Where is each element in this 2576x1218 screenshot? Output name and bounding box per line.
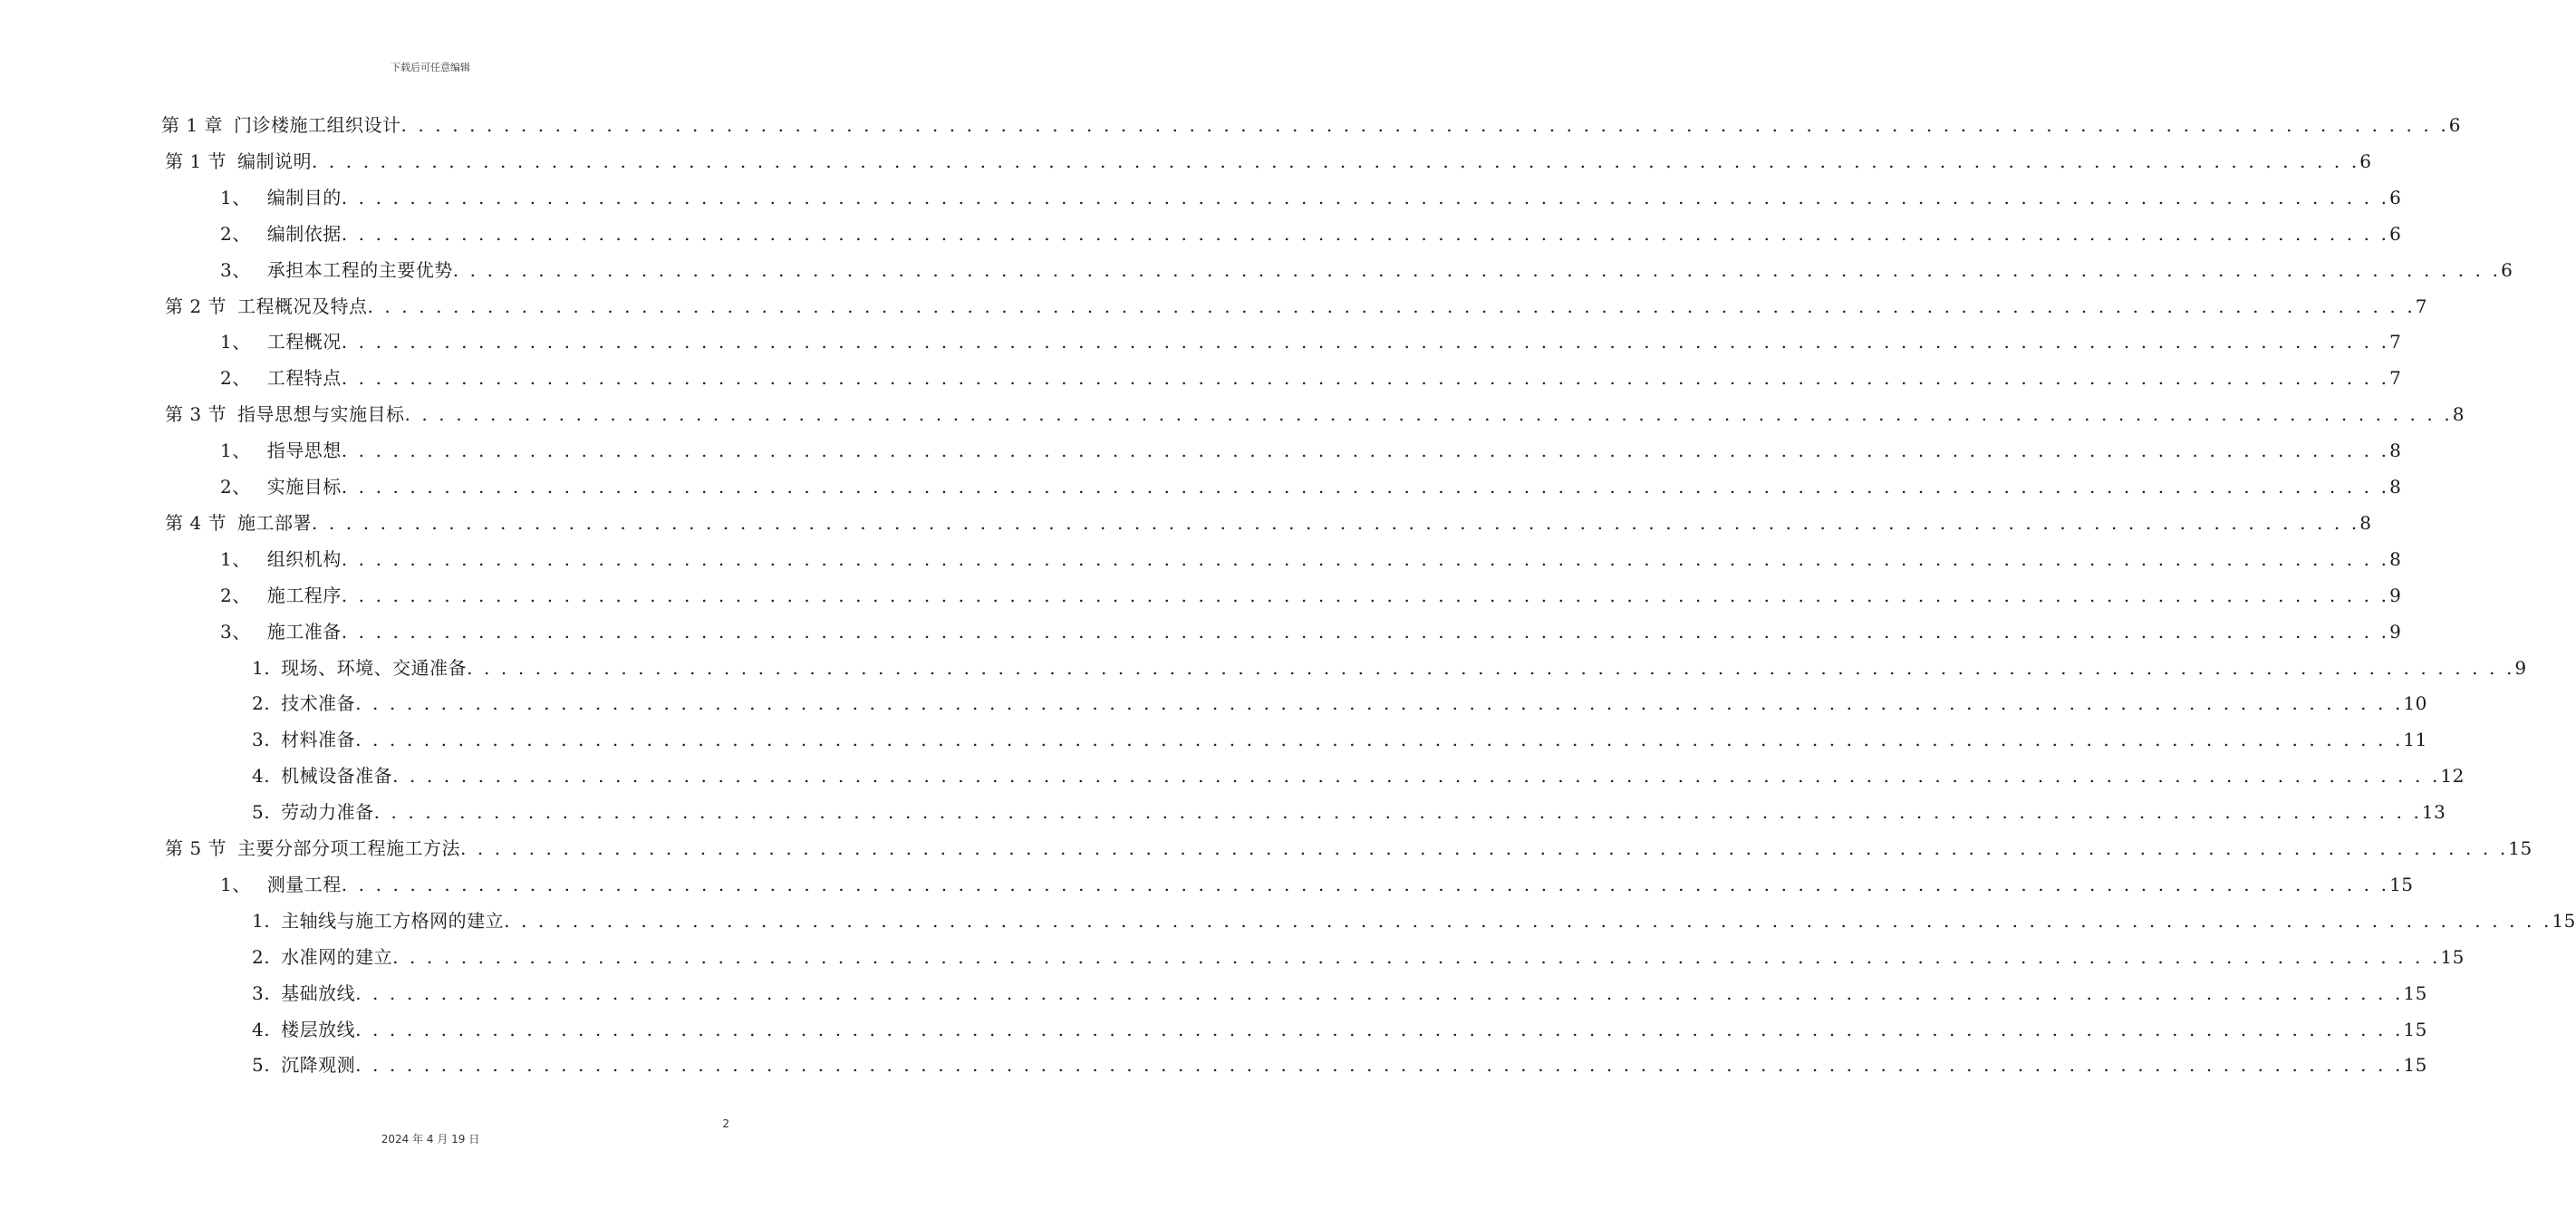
toc-entry-title: 编制目的 bbox=[266, 186, 342, 208]
toc-entry-title: 施工程序 bbox=[266, 584, 342, 606]
toc-entry-page: 15 bbox=[2403, 1018, 2427, 1040]
toc-entry[interactable] bbox=[165, 396, 2465, 432]
toc-leader-dots: . . . . . . . . . . . . . . . . . . . . . . . . . . . . . . . . . . . . . . . . . . . . . . . . . . . . . . . . . . . . . . . . . . . . . . . . . . . . . . . . . . . . . . . . . . . . . . . . . . . . . . . . . . . . . . . . . . . . . . . . bbox=[452, 258, 2502, 281]
toc-entry-page: 9 bbox=[2389, 584, 2402, 606]
toc-entry-number: 3、 bbox=[220, 258, 251, 281]
toc-entry-page: 15 bbox=[2403, 981, 2427, 1004]
toc-entry-page: 11 bbox=[2403, 729, 2427, 751]
toc-entry-title: 劳动力准备 bbox=[281, 801, 374, 824]
toc-entry[interactable] bbox=[220, 432, 2402, 469]
toc-entry[interactable] bbox=[220, 360, 2402, 396]
toc-entry-page: 15 bbox=[2440, 945, 2465, 968]
toc-leader-dots: . . . . . . . . . . . . . . . . . . . . . . . . . . . . . . . . . . . . . . . . . . . . . . . . . . . . . . . . . . . . . . . . . . . . . . . . . . . . . . . . . . . . . . . . . . . . . . . . . . . . . . . . . . . . . . . . . . . . . . . . bbox=[311, 511, 2360, 534]
toc-leader-dots: . . . . . . . . . . . . . . . . . . . . . . . . . . . . . . . . . . . . . . . . . . . . . . . . . . . . . . . . . . . . . . . . . . . . . . . . . . . . . . . . . . . . . . . . . . . . . . . . . . . . . . . . . . . . . . . . . . . . . . . . bbox=[392, 945, 2441, 968]
toc-entry[interactable] bbox=[220, 866, 2414, 903]
toc-entry-title: 水准网的建立 bbox=[281, 945, 393, 968]
toc-entry-number: 2. bbox=[252, 692, 271, 715]
toc-leader-dots: . . . . . . . . . . . . . . . . . . . . . . . . . . . . . . . . . . . . . . . . . . . . . . . . . . . . . . . . . . . . . . . . . . . . . . . . . . . . . . . . . . . . . . . . . . . . . . . . . . . . . . . . . . . . . . . . . . . . . . . . bbox=[373, 801, 2422, 824]
toc-leader-dots: . . . . . . . . . . . . . . . . . . . . . . . . . . . . . . . . . . . . . . . . . . . . . . . . . . . . . . . . . . . . . . . . . . . . . . . . . . . . . . . . . . . . . . . . . . . . . . . . . . . . . . . . . . . . . . . . . . . . . . . . bbox=[467, 656, 2515, 679]
toc-entry-title: 楼层放线 bbox=[281, 1018, 356, 1040]
toc-entry[interactable] bbox=[165, 143, 2372, 179]
toc-entry-number: 3. bbox=[252, 729, 271, 751]
toc-entry-page: 10 bbox=[2403, 692, 2427, 715]
toc-entry-page: 8 bbox=[2359, 511, 2372, 534]
toc-entry-number: 4. bbox=[252, 765, 271, 788]
toc-entry-title: 组织机构 bbox=[266, 547, 342, 570]
toc-leader-dots: . . . . . . . . . . . . . . . . . . . . . . . . . . . . . . . . . . . . . . . . . . . . . . . . . . . . . . . . . . . . . . . . . . . . . . . . . . . . . . . . . . . . . . . . . . . . . . . . . . . . . . . . . . . . . . . . . . . . . . . . bbox=[355, 1018, 2404, 1040]
toc-leader-dots: . . . . . . . . . . . . . . . . . . . . . . . . . . . . . . . . . . . . . . . . . . . . . . . . . . . . . . . . . . . . . . . . . . . . . . . . . . . . . . . . . . . . . . . . . . . . . . . . . . . . . . . . . . . . . . . . . . . . . . . . bbox=[341, 186, 2390, 208]
toc-entry-page: 6 bbox=[2389, 222, 2402, 245]
toc-entry-number: 第 1 章 bbox=[161, 114, 223, 136]
toc-entry-page: 7 bbox=[2389, 367, 2402, 390]
toc-leader-dots: . . . . . . . . . . . . . . . . . . . . . . . . . . . . . . . . . . . . . . . . . . . . . . . . . . . . . . . . . . . . . . . . . . . . . . . . . . . . . . . . . . . . . . . . . . . . . . . . . . . . . . . . . . . . . . . . . . . . . . . . bbox=[341, 476, 2390, 498]
toc-entry-title: 编制依据 bbox=[266, 222, 342, 245]
toc-entry[interactable] bbox=[220, 179, 2402, 216]
toc-entry-title: 实施目标 bbox=[266, 476, 342, 498]
toc-entry-page: 15 bbox=[2403, 1054, 2427, 1077]
toc-entry-page: 13 bbox=[2421, 801, 2446, 824]
toc-entry-title: 基础放线 bbox=[281, 981, 356, 1004]
toc-entry-number: 第 5 节 bbox=[165, 837, 227, 859]
toc-leader-dots: . . . . . . . . . . . . . . . . . . . . . . . . . . . . . . . . . . . . . . . . . . . . . . . . . . . . . . . . . . . . . . . . . . . . . . . . . . . . . . . . . . . . . . . . . . . . . . . . . . . . . . . . . . . . . . . . . . . . . . . . bbox=[341, 440, 2390, 462]
toc-entry[interactable] bbox=[252, 721, 2427, 758]
toc-entry-title: 施工准备 bbox=[266, 620, 342, 643]
toc-entry[interactable] bbox=[165, 288, 2428, 324]
toc-entry-title: 主要分部分项工程施工方法 bbox=[236, 837, 460, 859]
toc-entry-number: 1. bbox=[252, 909, 271, 932]
toc-entry-number: 2、 bbox=[220, 367, 251, 390]
toc-entry-page: 7 bbox=[2415, 295, 2428, 317]
toc-entry-page: 6 bbox=[2501, 258, 2513, 281]
toc-entry-number: 1、 bbox=[220, 331, 251, 353]
toc-entry-number: 第 2 节 bbox=[165, 295, 227, 317]
toc-entry-title: 门诊楼施工组织设计 bbox=[233, 114, 401, 136]
toc-entry-title: 指导思想与实施目标 bbox=[236, 403, 405, 426]
toc-entry[interactable] bbox=[252, 758, 2465, 794]
toc-entry[interactable] bbox=[165, 830, 2533, 866]
toc-leader-dots: . . . . . . . . . . . . . . . . . . . . . . . . . . . . . . . . . . . . . . . . . . . . . . . . . . . . . . . . . . . . . . . . . . . . . . . . . . . . . . . . . . . . . . . . . . . . . . . . . . . . . . . . . . . . . . . . . . . . . . . . bbox=[341, 620, 2390, 643]
toc-entry-number: 1、 bbox=[220, 186, 251, 208]
toc-entry-title: 编制说明 bbox=[236, 150, 312, 172]
toc-entry-page: 15 bbox=[2508, 837, 2533, 859]
toc-leader-dots: . . . . . . . . . . . . . . . . . . . . . . . . . . . . . . . . . . . . . . . . . . . . . . . . . . . . . . . . . . . . . . . . . . . . . . . . . . . . . . . . . . . . . . . . . . . . . . . . . . . . . . . . . . . . . . . . . . . . . . . . bbox=[355, 981, 2404, 1004]
toc-entry[interactable] bbox=[220, 252, 2513, 288]
toc-entry-number: 1、 bbox=[220, 873, 251, 895]
toc-entry-number: 4. bbox=[252, 1018, 271, 1040]
toc-entry-number: 1. bbox=[252, 656, 271, 679]
toc-entry-number: 第 3 节 bbox=[165, 403, 227, 426]
toc-entry-number: 5. bbox=[252, 1054, 271, 1077]
toc-entry[interactable] bbox=[252, 975, 2427, 1011]
toc-entry-number: 3. bbox=[252, 981, 271, 1004]
toc-entry[interactable] bbox=[252, 685, 2427, 721]
toc-entry[interactable] bbox=[220, 216, 2402, 252]
toc-leader-dots: . . . . . . . . . . . . . . . . . . . . . . . . . . . . . . . . . . . . . . . . . . . . . . . . . . . . . . . . . . . . . . . . . . . . . . . . . . . . . . . . . . . . . . . . . . . . . . . . . . . . . . . . . . . . . . . . . . . . . . . . bbox=[459, 837, 2509, 859]
toc-entry-page: 9 bbox=[2514, 656, 2527, 679]
toc-entry-page: 8 bbox=[2389, 476, 2402, 498]
toc-entry[interactable] bbox=[220, 577, 2402, 614]
toc-entry-page: 15 bbox=[2389, 873, 2414, 895]
toc-entry-page: 15 bbox=[2552, 909, 2576, 932]
toc-leader-dots: . . . . . . . . . . . . . . . . . . . . . . . . . . . . . . . . . . . . . . . . . . . . . . . . . . . . . . . . . . . . . . . . . . . . . . . . . . . . . . . . . . . . . . . . . . . . . . . . . . . . . . . . . . . . . . . . . . . . . . . . bbox=[311, 150, 2360, 172]
toc-entry-title: 技术准备 bbox=[281, 692, 356, 715]
toc-entry-title: 工程概况及特点 bbox=[236, 295, 368, 317]
toc-entry[interactable] bbox=[252, 903, 2576, 939]
toc-entry-page: 7 bbox=[2389, 331, 2402, 353]
toc-entry-number: 1、 bbox=[220, 547, 251, 570]
toc-entry-page: 6 bbox=[2448, 114, 2462, 136]
toc-entry-number: 3、 bbox=[220, 620, 251, 643]
toc-leader-dots: . . . . . . . . . . . . . . . . . . . . . . . . . . . . . . . . . . . . . . . . . . . . . . . . . . . . . . . . . . . . . . . . . . . . . . . . . . . . . . . . . . . . . . . . . . . . . . . . . . . . . . . . . . . . . . . . . . . . . . . . bbox=[341, 547, 2390, 570]
toc-entry-number: 2. bbox=[252, 945, 271, 968]
toc-entry-number: 5. bbox=[252, 801, 271, 824]
toc-leader-dots: . . . . . . . . . . . . . . . . . . . . . . . . . . . . . . . . . . . . . . . . . . . . . . . . . . . . . . . . . . . . . . . . . . . . . . . . . . . . . . . . . . . . . . . . . . . . . . . . . . . . . . . . . . . . . . . . . . . . . . . . bbox=[355, 692, 2404, 715]
toc-leader-dots: . . . . . . . . . . . . . . . . . . . . . . . . . . . . . . . . . . . . . . . . . . . . . . . . . . . . . . . . . . . . . . . . . . . . . . . . . . . . . . . . . . . . . . . . . . . . . . . . . . . . . . . . . . . . . . . . . . . . . . . . bbox=[341, 222, 2390, 245]
toc-entry[interactable] bbox=[252, 1011, 2427, 1048]
page-number: 2 bbox=[722, 1117, 729, 1130]
toc-entry[interactable] bbox=[220, 324, 2402, 360]
toc-leader-dots: . . . . . . . . . . . . . . . . . . . . . . . . . . . . . . . . . . . . . . . . . . . . . . . . . . . . . . . . . . . . . . . . . . . . . . . . . . . . . . . . . . . . . . . . . . . . . . . . . . . . . . . . . . . . . . . . . . . . . . . . bbox=[392, 765, 2441, 788]
toc-entry-title: 测量工程 bbox=[266, 873, 342, 895]
toc-entry-number: 2、 bbox=[220, 584, 251, 606]
header-note: 下载后可任意编辑 bbox=[391, 62, 470, 73]
toc-leader-dots: . . . . . . . . . . . . . . . . . . . . . . . . . . . . . . . . . . . . . . . . . . . . . . . . . . . . . . . . . . . . . . . . . . . . . . . . . . . . . . . . . . . . . . . . . . . . . . . . . . . . . . . . . . . . . . . . . . . . . . . . bbox=[341, 331, 2390, 353]
toc-entry[interactable] bbox=[252, 939, 2465, 975]
toc-leader-dots: . . . . . . . . . . . . . . . . . . . . . . . . . . . . . . . . . . . . . . . . . . . . . . . . . . . . . . . . . . . . . . . . . . . . . . . . . . . . . . . . . . . . . . . . . . . . . . . . . . . . . . . . . . . . . . . . . . . . . . . . bbox=[355, 729, 2404, 751]
footer-date: 2024 年 4 月 19 日 bbox=[381, 1133, 480, 1146]
toc-entry[interactable] bbox=[165, 505, 2372, 541]
toc-entry-title: 材料准备 bbox=[281, 729, 356, 751]
toc-entry[interactable] bbox=[252, 1047, 2427, 1083]
toc-entry-title: 沉降观测 bbox=[281, 1054, 356, 1077]
toc-entry-title: 工程概况 bbox=[266, 331, 342, 353]
toc-leader-dots: . . . . . . . . . . . . . . . . . . . . . . . . . . . . . . . . . . . . . . . . . . . . . . . . . . . . . . . . . . . . . . . . . . . . . . . . . . . . . . . . . . . . . . . . . . . . . . . . . . . . . . . . . . . . . . . . . . . . . . . . bbox=[404, 403, 2453, 426]
toc-entry[interactable] bbox=[161, 107, 2462, 143]
toc-entry-number: 第 4 节 bbox=[165, 511, 227, 534]
toc-entry-number: 1、 bbox=[220, 440, 251, 462]
toc-entry[interactable] bbox=[220, 541, 2402, 577]
toc-entry-page: 12 bbox=[2440, 765, 2465, 788]
toc-entry-number: 第 1 节 bbox=[165, 150, 227, 172]
toc-entry-title: 现场、环境、交通准备 bbox=[281, 656, 468, 679]
toc-entry-page: 6 bbox=[2389, 186, 2402, 208]
toc-entry-title: 机械设备准备 bbox=[281, 765, 393, 788]
toc-entry-page: 6 bbox=[2359, 150, 2372, 172]
toc-entry-title: 施工部署 bbox=[236, 511, 312, 534]
toc-entry-page: 8 bbox=[2389, 440, 2402, 462]
toc-entry-number: 2、 bbox=[220, 476, 251, 498]
toc-leader-dots: . . . . . . . . . . . . . . . . . . . . . . . . . . . . . . . . . . . . . . . . . . . . . . . . . . . . . . . . . . . . . . . . . . . . . . . . . . . . . . . . . . . . . . . . . . . . . . . . . . . . . . . . . . . . . . . . . . . . . . . . bbox=[341, 584, 2390, 606]
toc-entry[interactable] bbox=[220, 469, 2402, 505]
toc-entry-title: 工程特点 bbox=[266, 367, 342, 390]
toc-leader-dots: . . . . . . . . . . . . . . . . . . . . . . . . . . . . . . . . . . . . . . . . . . . . . . . . . . . . . . . . . . . . . . . . . . . . . . . . . . . . . . . . . . . . . . . . . . . . . . . . . . . . . . . . . . . . . . . . . . . . . . . . bbox=[341, 873, 2390, 895]
toc-leader-dots: . . . . . . . . . . . . . . . . . . . . . . . . . . . . . . . . . . . . . . . . . . . . . . . . . . . . . . . . . . . . . . . . . . . . . . . . . . . . . . . . . . . . . . . . . . . . . . . . . . . . . . . . . . . . . . . . . . . . . . . . bbox=[367, 295, 2416, 317]
toc-leader-dots: . . . . . . . . . . . . . . . . . . . . . . . . . . . . . . . . . . . . . . . . . . . . . . . . . . . . . . . . . . . . . . . . . . . . . . . . . . . . . . . . . . . . . . . . . . . . . . . . . . . . . . . . . . . . . . . . . . . . . . . . bbox=[355, 1054, 2404, 1077]
toc-entry[interactable] bbox=[252, 650, 2527, 686]
toc-leader-dots: . . . . . . . . . . . . . . . . . . . . . . . . . . . . . . . . . . . . . . . . . . . . . . . . . . . . . . . . . . . . . . . . . . . . . . . . . . . . . . . . . . . . . . . . . . . . . . . . . . . . . . . . . . . . . . . . . . . . . . . . bbox=[400, 114, 2449, 136]
toc-entry-title: 指导思想 bbox=[266, 440, 342, 462]
toc-entry[interactable] bbox=[252, 794, 2446, 830]
toc-entry[interactable] bbox=[220, 614, 2402, 650]
toc-entry-number: 2、 bbox=[220, 222, 251, 245]
toc-entry-page: 8 bbox=[2389, 547, 2402, 570]
toc-entry-title: 承担本工程的主要优势 bbox=[266, 258, 453, 281]
toc-entry-title: 主轴线与施工方格网的建立 bbox=[281, 909, 505, 932]
toc-leader-dots: . . . . . . . . . . . . . . . . . . . . . . . . . . . . . . . . . . . . . . . . . . . . . . . . . . . . . . . . . . . . . . . . . . . . . . . . . . . . . . . . . . . . . . . . . . . . . . . . . . . . . . . . . . . . . . . . . . . . . . . . bbox=[504, 909, 2552, 932]
toc-entry-page: 9 bbox=[2389, 620, 2402, 643]
toc-entry-page: 8 bbox=[2452, 403, 2465, 426]
toc-leader-dots: . . . . . . . . . . . . . . . . . . . . . . . . . . . . . . . . . . . . . . . . . . . . . . . . . . . . . . . . . . . . . . . . . . . . . . . . . . . . . . . . . . . . . . . . . . . . . . . . . . . . . . . . . . . . . . . . . . . . . . . . bbox=[341, 367, 2390, 390]
